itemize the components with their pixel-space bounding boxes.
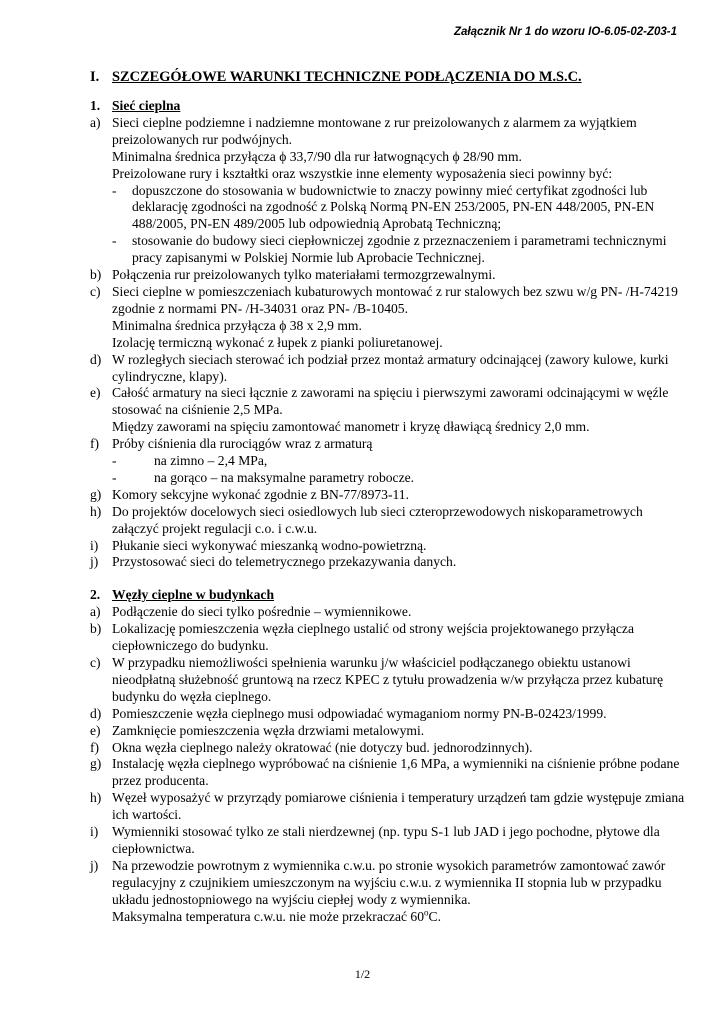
s1-item-e-cont-1: Między zaworami na spięciu zamontować manometr i kryzę dławiącą średnicy 2,0 mm. bbox=[112, 419, 590, 435]
s2-item-i: i) Wymienniki stosować tylko ze stali nierdzewnej (np. typu S-1 lub JAD i jego pochodne, płytowe dla ciepłownictwa. bbox=[90, 824, 660, 856]
s1-item-b: b) Połączenia rur preizolowanych tylko materiałami termozgrzewalnymi. bbox=[90, 267, 496, 283]
document-body bbox=[90, 98, 690, 926]
s1-item-h: h) Do projektów docelowych sieci osiedlowych lub sieci czteroprzewodowych niskoparametrowych załączyć projekt regulacji c.o. i c.w.u. bbox=[90, 503, 643, 536]
s1-item-g: g) Komory sekcyjne wykonać zgodnie z BN-77/8973-11. bbox=[90, 486, 409, 502]
heading-text: SZCZEGÓŁOWE WARUNKI TECHNICZNE PODŁĄCZENIA DO M.S.C. bbox=[112, 69, 582, 85]
heading-number: I. bbox=[90, 69, 100, 85]
s1-item-e: e) Całość armatury na sieci łącznie z zaworami na spięciu i pierwszymi zaworami odcinającymi w węźle stosować na ciśnienie 2,5 MPa. bbox=[90, 385, 669, 418]
s1-item-a-dash-1: - dopuszczone do stosowania w budownictwie to znaczy powinny mieć certyfikat zgodności lub deklarację zgodności na zgodność z Polską Normą PN-EN 253/2005, PN-EN 448/2005, PN-EN 488/2005, PN-EN 489/2005 lub odpowiednią Aprobatą Techniczną; bbox=[112, 182, 655, 232]
s2-item-a: a) Podłączenie do sieci tylko pośrednie – wymiennikowe. bbox=[90, 604, 412, 620]
section-2-title: 2. Węzły cieplne w budynkach bbox=[90, 587, 275, 603]
s1-item-a: a) Sieci cieplne podziemne i nadziemne montowane z rur preizolowanych z alarmem za wyjątkiem preizolowanych rur podwójnych. bbox=[90, 114, 637, 147]
s2-item-j: j) Na przewodzie powrotnym z wymiennika c.w.u. po stronie wysokich parametrów zamontować zawór regulacyjny z czujnikiem umieszczonym na wyjściu c.w.u. z wymiennika II stopnia lub w przypadku układu jednostopniowego na wyjściu ciepłej wody z wymiennika. bbox=[90, 857, 666, 907]
s2-item-j-cont-1: Maksymalna temperatura c.w.u. nie może przekraczać 60$^o$C. bbox=[112, 907, 441, 924]
s1-item-a-cont-2: Preizolowane rury i kształtki oraz wszystkie inne elementy wyposażenia sieci powinny być: bbox=[112, 165, 613, 181]
annex-reference: Załącznik Nr 1 do wzoru IO-6.05-02-Z03-1 bbox=[453, 26, 677, 38]
s2-item-b: b) Lokalizację pomieszczenia węzła cieplnego ustalić od strony wejścia projektowanego przyłącza ciepłowniczego do budynku. bbox=[90, 621, 634, 654]
s2-item-c: c) W przypadku niemożliwości spełnienia warunku j/w właściciel podłączanego obiektu ustanowi nieodpłatną służebność gruntową na rzecz KPEC z tytułu prowadzenia w/w przyłącza przez kubaturę budynku do węzła cieplnego. bbox=[90, 655, 664, 704]
s1-item-f-sub-1: - na zimno – 2,4 MPa, bbox=[112, 453, 268, 469]
s1-item-c-cont-1: Minimalna średnica przyłącza ϕ 38 x 2,9 mm. bbox=[112, 317, 362, 333]
main-heading bbox=[90, 69, 582, 86]
s1-item-c: c) Sieci cieplne w pomieszczeniach kubaturowych montować z rur stalowych bez szwu w/g PN- /H-74219 zgodnie z normami PN- /H-34031 oraz PN- /B-10405. bbox=[90, 283, 678, 316]
s2-item-h: h) Węzeł wyposażyć w przyrządy pomiarowe ciśnienia i temperatury urządzeń tam gdzie występuje zmiana ich wartości. bbox=[90, 790, 685, 823]
s2-item-f: f) Okna węzła cieplnego należy okratować (nie dotyczy bud. jednorodzinnych). bbox=[90, 739, 533, 755]
s1-item-j: j) Przystosować sieci do telemetrycznego przekazywania danych. bbox=[90, 554, 457, 570]
section-gap bbox=[90, 571, 690, 587]
s1-item-i: i) Płukanie sieci wykonywać mieszanką wodno-powietrzną. bbox=[90, 537, 427, 553]
s2-item-e: e) Zamknięcie pomieszczenia węzła drzwiami metalowymi. bbox=[90, 722, 425, 738]
s1-item-d: d) W rozległych sieciach sterować ich podział przez montaż armatury odcinającej (zawory kulowe, kurki cylindryczne, klapy). bbox=[90, 351, 669, 384]
page-number: 1/2 bbox=[354, 967, 371, 981]
s2-item-g: g) Instalację węzła cieplnego wypróbować na ciśnienie 1,6 MPa, a wymienniki na ciśnienie próbne podane przez producenta. bbox=[90, 756, 680, 789]
degree-superscript: o bbox=[424, 907, 429, 918]
s2-item-d: d) Pomieszczenie węzła cieplnego musi odpowiadać wymaganiom normy PN-B-02423/1999. bbox=[90, 705, 607, 721]
section-1-title: 1. Sieć cieplna bbox=[90, 98, 181, 113]
s1-item-f: f) Próby ciśnienia dla rurociągów wraz z armaturą bbox=[90, 436, 373, 452]
s1-item-f-sub-2: - na gorąco – na maksymalne parametry robocze. bbox=[112, 469, 415, 485]
s1-item-a-cont-1: Minimalna średnica przyłącza ϕ 33,7/90 dla rur łatwognących ϕ 28/90 mm. bbox=[112, 148, 522, 164]
s1-item-a-dash-2: - stosowanie do budowy sieci ciepłowniczej zgodnie z przeznaczeniem i parametrami technicznymi pracy zapisanymi w Polskiej Normie lub Aprobacie Technicznej. bbox=[112, 233, 667, 266]
s1-item-c-cont-2: Izolację termiczną wykonać z łupek z pianki poliuretanowej. bbox=[112, 334, 443, 350]
